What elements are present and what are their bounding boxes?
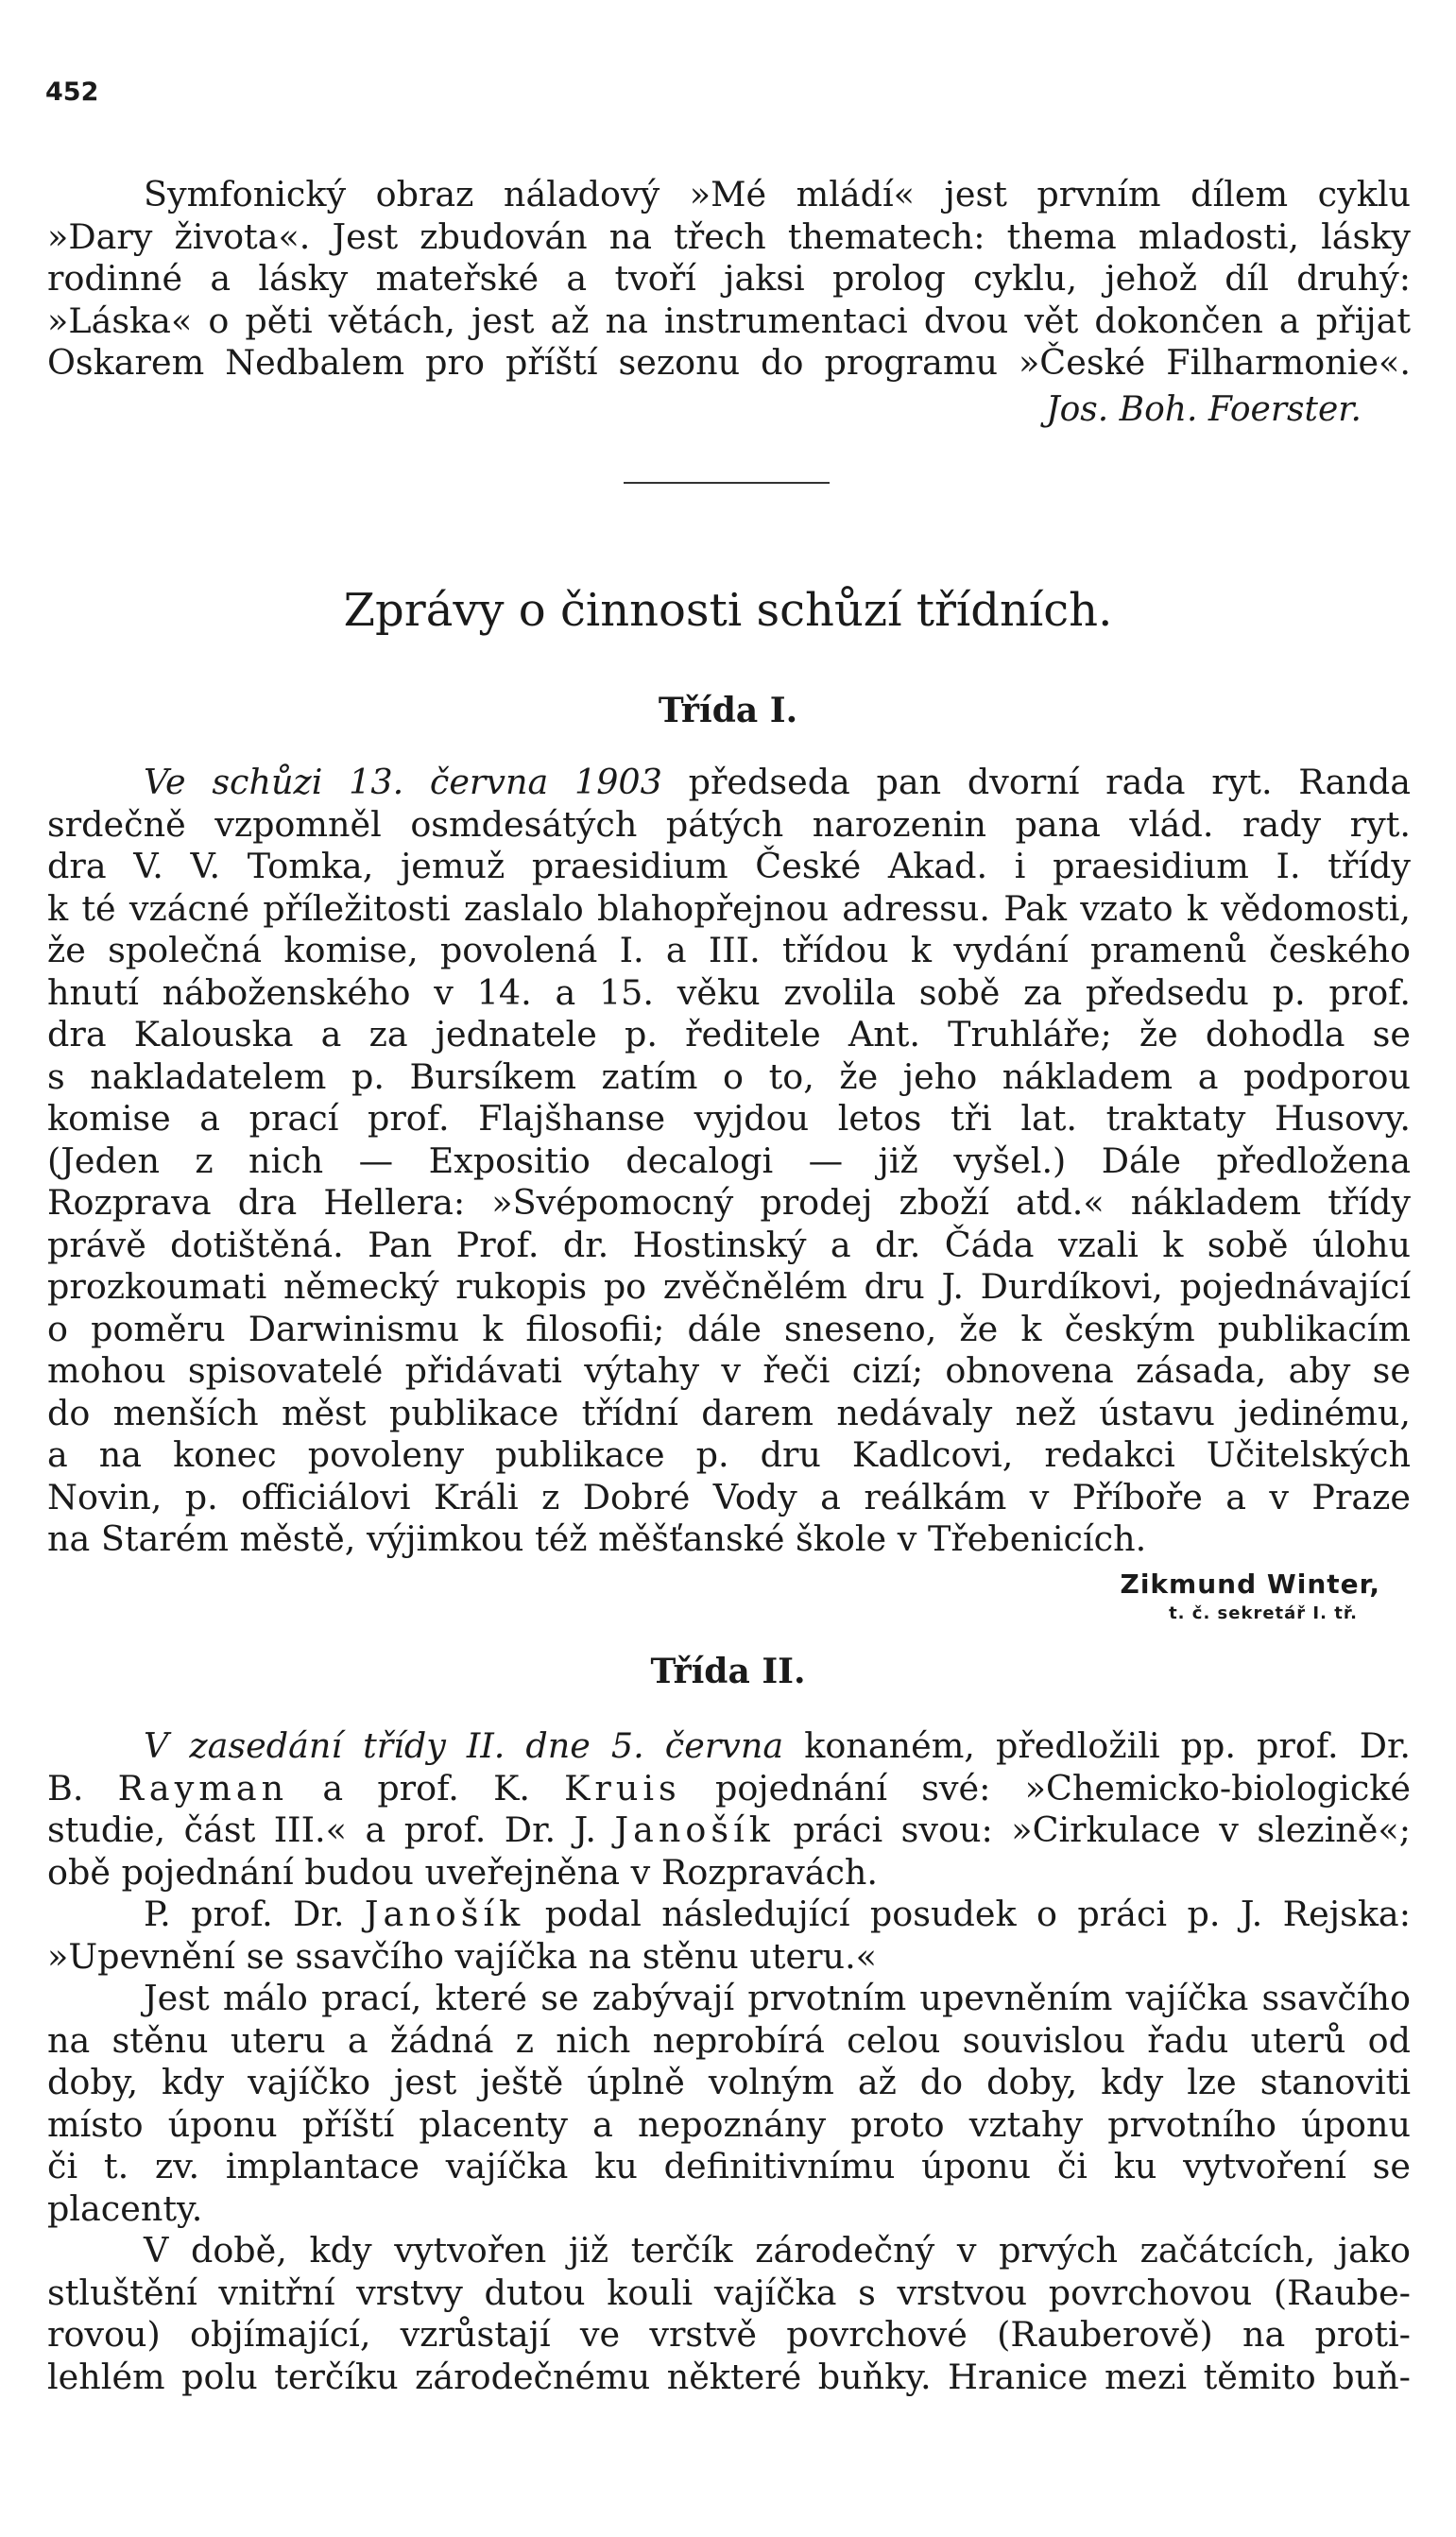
intro-line: »Láska« o pěti větách, jest až na instrumentaci dvou vět dokončen a přijat: [47, 300, 1411, 341]
class-2-body: [47, 1725, 1411, 2398]
class-2-p3-line: na stěnu uteru a žádná z nich neprobírá celou souvislou řadu uterů od: [47, 2019, 1411, 2061]
class-1-line: komise a prací prof. Flajšhanse vyjdou letos tři lat. traktaty Husovy.: [47, 1098, 1411, 1139]
section-title: Zprávy o činnosti schůzí třídních.: [343, 584, 1113, 637]
class-1-first-line: [47, 762, 1411, 804]
class-2-p4-line: rovou) objímající, vzrůstají ve vrstvě povrchové (Rauberově) na proti-: [47, 2314, 1411, 2355]
class-2-paragraph-4: [47, 2230, 1411, 2398]
class-2-p3-line: doby, kdy vajíčko jest ještě úplně volným až do doby, kdy lze stanoviti: [47, 2062, 1411, 2102]
class-1-heading: Třída I.: [658, 691, 798, 730]
intro-paragraph: [47, 174, 1411, 385]
class-2-p1-text: práci svou: »Cirkulace v slezině«;: [774, 1809, 1411, 1850]
class-1-line: s nakladatelem p. Bursíkem zatím o to, že jeho nákladem a podporou: [47, 1055, 1411, 1097]
class-1-line: Rozprava dra Hellera: »Svépomocný prodej zboží atd.« nákladem třídy: [47, 1182, 1411, 1223]
class-1-line: že společná komise, povolená I. a III. třídou k vydání pramenů českého: [47, 930, 1411, 970]
class-2-paragraph-3: [47, 1978, 1411, 2230]
author-name-rayman: Rayman: [117, 1767, 289, 1808]
class-2-p1-text: konaném, předložili pp. prof. Dr.: [783, 1725, 1412, 1766]
intro-author: Jos. Boh. Foerster.: [1046, 390, 1362, 429]
class-2-p1-text: pojednání své: »Chemicko-biologické: [680, 1767, 1412, 1808]
intro-line: rodinné a lásky mateřské a tvoří jaksi prolog cyklu, jehož díl druhý:: [47, 258, 1411, 299]
class-1-line: Novin, p. officiálovi Králi z Dobré Vody a reálkám v Příboře a v Praze: [47, 1476, 1411, 1517]
class-2-p1-line: [47, 1768, 1411, 1810]
signature-title: t. č. sekretář I. tř.: [1169, 1603, 1358, 1623]
class-2-p1-line: [47, 1725, 1411, 1768]
class-1-paragraph: [47, 762, 1411, 1561]
class-2-heading: Třída II.: [650, 1652, 806, 1691]
session-date: V zasedání třídy II. dne 5. června: [144, 1725, 784, 1766]
class-1-line: dra V. V. Tomka, jemuž praesidium České Akad. i praesidium I. třídy: [47, 846, 1411, 886]
class-2-p2-text: P. prof. Dr.: [144, 1894, 365, 1934]
class-1-line: a na konec povoleny publikace p. dru Kadlcovi, redakci Učitelských: [47, 1434, 1411, 1475]
class-2-p1-text: B.: [47, 1767, 118, 1808]
class-1-line: dra Kalouska a za jednatele p. ředitele Ant. Truhláře; že dohodla se: [47, 1014, 1411, 1054]
class-2-p1-line: [47, 1809, 1411, 1852]
class-1-line-text: předseda pan dvorní rada ryt. Randa: [661, 762, 1411, 802]
class-2-p1-text: a prof. K.: [288, 1767, 565, 1808]
class-2-p2-line: »Upevnění se ssavčího vajíčka na stěnu uteru.«: [47, 1935, 877, 1977]
class-1-line: prozkoumati německý rukopis po zvěčnělém dru J. Durdíkovi, pojednávající: [47, 1266, 1411, 1307]
section-divider: [624, 482, 830, 484]
class-2-p4-line: V době, kdy vytvořen již terčík zárodečný v prvých začátcích, jako: [144, 2230, 1411, 2271]
class-2-p3-line: či t. zv. implantace vajíčka ku definitivnímu úponu či ku vytvoření se: [47, 2146, 1411, 2186]
class-2-p1-text: studie, část III.« a prof. Dr. J.: [47, 1809, 615, 1850]
class-2-p4-line: lehlém polu terčíku zárodečnému některé buňky. Hranice mezi těmito buň-: [47, 2356, 1411, 2397]
intro-line: Oskarem Nedbalem pro příští sezonu do programu »České Filharmonie«.: [47, 342, 1411, 383]
class-2-p3-line: Jest málo prací, které se zabývají prvotním upevněním vajíčka ssavčího: [144, 1978, 1411, 2018]
intro-line: »Dary života«. Jest zbudován na třech thematech: thema mladosti, lásky: [47, 215, 1411, 257]
author-name-kruis: Kruis: [564, 1767, 681, 1808]
class-2-p1-line: obě pojednání budou uveřejněna v Rozpravách.: [47, 1851, 879, 1893]
class-1-line: do menších měst publikace třídní darem nedávaly než ústavu jedinému,: [47, 1392, 1411, 1433]
signature-name: Zikmund Winter,: [1120, 1568, 1380, 1600]
intro-line: Symfonický obraz náladový »Mé mládí« jest prvním dílem cyklu: [144, 174, 1411, 214]
reviewer-name-janosik: Janošík: [364, 1894, 525, 1934]
class-1-line: mohou spisovatelé přidávati výtahy v řeči cizí; obnovena zásada, aby se: [47, 1350, 1411, 1391]
class-1-line: (Jeden z nich — Expositio decalogi — již vyšel.) Dále předložena: [47, 1140, 1411, 1181]
class-2-p3-line: placenty.: [47, 2187, 203, 2229]
class-1-line: k té vzácné příležitosti zaslalo blahopřejnou adressu. Pak vzato k vědomosti,: [47, 887, 1411, 929]
class-2-paragraph-2: [47, 1894, 1411, 1978]
class-1-line: hnutí náboženského v 14. a 15. věku zvolila sobě za předsedu p. prof.: [47, 971, 1411, 1013]
class-1-line: o poměru Darwinismu k filosofii; dále sneseno, že k českým publikacím: [47, 1308, 1411, 1349]
class-1-line: na Starém městě, výjimkou též měšťanské škole v Třebenicích.: [47, 1518, 1147, 1559]
class-2-p2-line: [47, 1894, 1411, 1936]
class-2-p2-text: podal následující posudek o práci p. J. Rejska:: [524, 1894, 1411, 1934]
meeting-date: Ve schůzi 13. června 1903: [144, 762, 662, 802]
page-number: 452: [45, 77, 99, 107]
class-1-line: právě dotištěná. Pan Prof. dr. Hostinský a dr. Čáda vzali k sobě úlohu: [47, 1224, 1411, 1265]
class-1-line: srdečně vzpomněl osmdesátých pátých narozenin pana vlád. rady ryt.: [47, 803, 1411, 845]
class-2-paragraph-1: [47, 1725, 1411, 1894]
class-1-signature: [1121, 1568, 1380, 1623]
author-name-janosik: Janošík: [614, 1809, 775, 1850]
class-2-p3-line: místo úponu příští placenty a nepoznány proto vztahy prvotního úponu: [47, 2103, 1411, 2145]
class-2-p4-line: stluštění vnitřní vrstvy dutou kouli vajíčka s vrstvou povrchovou (Raube-: [47, 2271, 1411, 2313]
